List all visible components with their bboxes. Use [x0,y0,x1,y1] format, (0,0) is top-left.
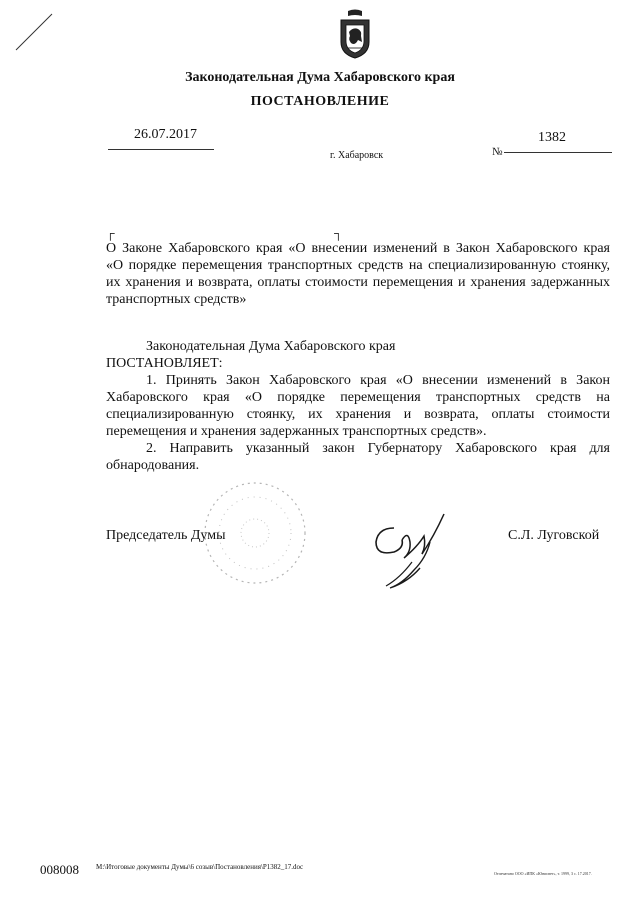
handwritten-signature [364,506,460,594]
title-line: их хранения и возврата, оплаты стоимости перемещения и хранения задержанных [106,275,610,290]
title-line: транспортных средств» [106,292,247,307]
document-number: 1382 [538,130,566,145]
title-corner-right: ┐ [334,226,343,240]
item1-line: Хабаровского края «О порядке перемещения транспортных средств на [106,390,610,405]
footer-print-note: Отпечатано ООО «ИПК «Юнисвет», т. 1999, 3 с. 17.2017. [494,871,592,876]
organization-name: Законодательная Дума Хабаровского края [185,70,455,85]
item1-line: специализированную стоянку, их хранения и возврата, оплаты стоимости [106,407,610,422]
body-subject: Законодательная Дума Хабаровского края [146,339,396,354]
title-line: О Законе Хабаровского края «О внесении изменений в Закон Хабаровского края [106,241,610,256]
document-body [106,338,610,474]
item2-line: 2. Направить указанный закон Губернатору Хабаровского края для [146,441,610,456]
document-type: ПОСТАНОВЛЕНИЕ [250,94,390,109]
document-city: г. Хабаровск [330,150,384,161]
item1-line: перемещения и хранения задержанных транспортных средств». [106,424,487,439]
number-underline [504,152,612,153]
scan-mark [14,12,54,52]
body-resolves: ПОСТАНОВЛЯЕТ: [106,356,223,371]
footer-file-path: M:\Итоговые документы Думы\6 созыв\Постановления\P1382_17.doc [96,863,304,871]
signatory-position: Председатель Думы [106,528,226,543]
date-underline [108,149,214,150]
title-corner-left: ┌ [106,226,115,240]
signatory-name: С.Л. Луговской [508,528,600,543]
number-sign: № [492,146,503,158]
footer-code: 008008 [40,862,79,877]
item1-line: 1. Принять Закон Хабаровского края «О внесении изменений в Закон [146,373,610,388]
item2-line: обнародования. [106,458,200,473]
document-date: 26.07.2017 [134,127,197,142]
document-title [106,240,610,308]
coat-of-arms-emblem [338,8,372,60]
title-line: «О порядке перемещения транспортных средств на специализированную стоянку, [106,258,610,273]
